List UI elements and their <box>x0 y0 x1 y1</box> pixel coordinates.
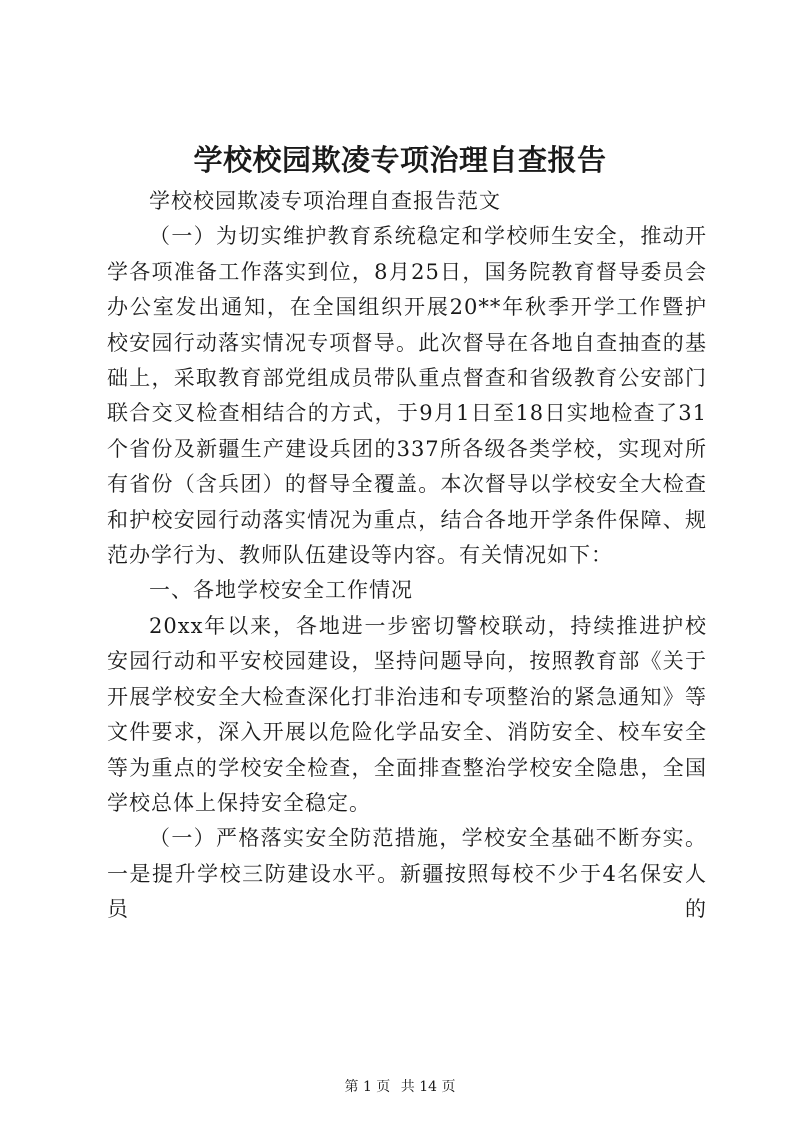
subtitle-paragraph: 学校校园欺凌专项治理自查报告范文 <box>149 189 501 213</box>
document-body <box>107 184 707 928</box>
measures-paragraph: （一）严格落实安全防范措施，学校安全基础不断夯实。一是提升学校三防建设水平。新疆按照每校不少于4名保安人员的 <box>107 826 707 922</box>
intro-paragraph: （一）为切实维护教育系统稳定和学校师生安全，推动开学各项准备工作落实到位，8月25日，国务院教育督导委员会办公室发出通知，在全国组织开展20**年秋季开学工作暨护校安园行动落实情况专项督导。此次督导在各地自查抽查的基础上，采取教育部党组成员带队重点督查和省级教育公安部门联合交叉检查相结合的方式，于9月1日至18日实地检查了31个省份及新疆生产建设兵团的337所各级各类学校，实现对所有省份（含兵团）的督导全覆盖。本次督导以学校安全大检查和护校安园行动落实情况为重点，结合各地开学条件保障、规范办学行为、教师队伍建设等内容。有关情况如下： <box>107 224 707 568</box>
page-total: 共 14 页 <box>400 1079 456 1095</box>
section-heading: 一、各地学校安全工作情况 <box>149 578 413 603</box>
page-footer <box>0 1076 800 1096</box>
overview-paragraph: 20xx年以来，各地进一步密切警校联动，持续推进护校安园行动和平安校园建设，坚持问题导向，按照教育部《关于开展学校安全大检查深化打非治违和专项整治的紧急通知》等文件要求，深入开展以危险化学品安全、消防安全、校车安全等为重点的学校安全检查，全面排查整治学校安全隐患，全国学校总体上保持安全稳定。 <box>107 613 707 815</box>
page-number: 第 1 页 <box>344 1079 391 1095</box>
document-title: 学校校园欺凌专项治理自查报告 <box>193 143 607 177</box>
